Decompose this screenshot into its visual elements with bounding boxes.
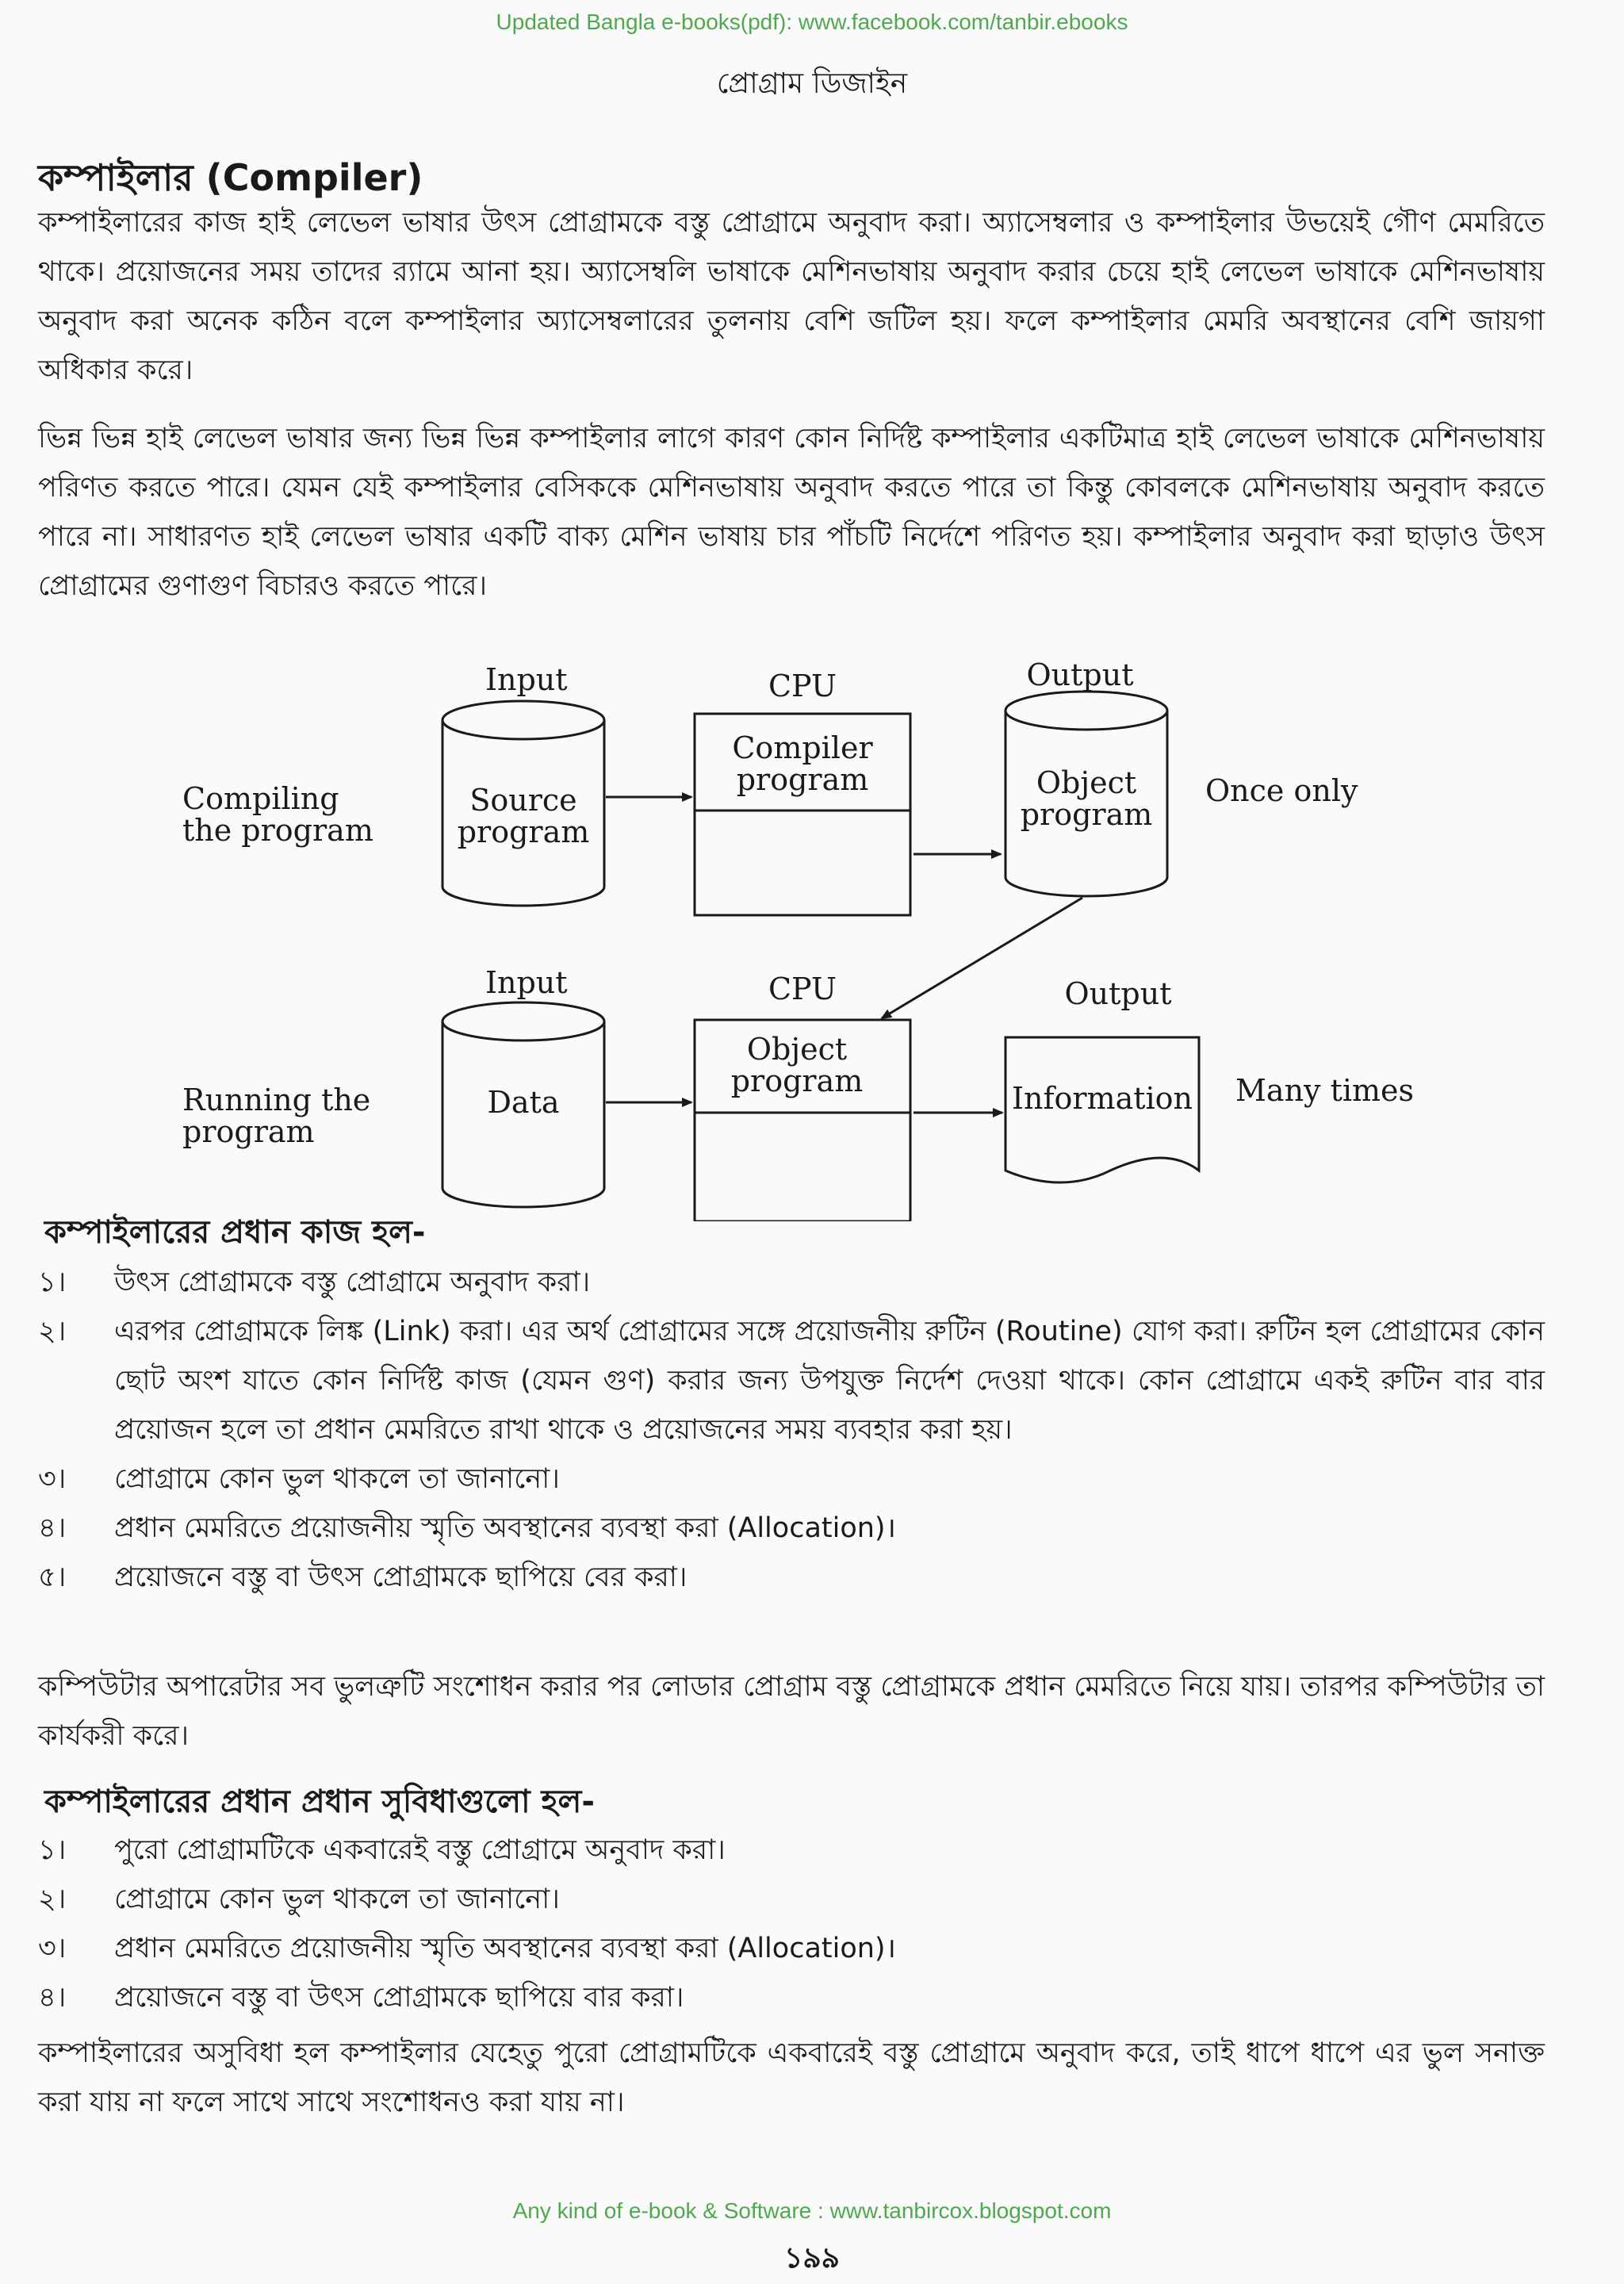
advantages-heading: কম্পাইলারের প্রধান প্রধান সুবিধাগুলো হল- [44,1784,595,1820]
object-label-2: program [1020,797,1153,832]
list-item: ৪। প্রধান মেমরিতে প্রয়োজনীয় স্মৃতি অবস্থানের ব্যবস্থা করা (Allocation)। [38,1512,896,1544]
source-label-2: program [457,814,590,849]
loader-paragraph: কম্পিউটার অপারেটার সব ভুলত্রুটি সংশোধন করার পর লোডার প্রোগ্রাম বস্তু প্রোগ্রামকে প্রধান মেমরিতে নিয়ে যায়। তারপর কম্পিউটার তা কার্যকরী করে। [38,1671,1545,1752]
run-row-label-1: Running the [182,1083,371,1117]
compile-input-label: Input [485,662,568,697]
functions-list [38,1258,1545,1602]
compile-cpu-label: CPU [768,669,837,703]
paragraph-1: কম্পাইলারের কাজ হাই লেভেল ভাষার উৎস প্রোগ্রামকে বস্তু প্রোগ্রামে অনুবাদ করা। অ্যাসেম্বলার ও কম্পাইলার উভয়েই গৌণ মেমরিতে থাকে। প্রয়োজনের সময় তাদের র‍্যামে আনা হয়। অ্যাসেম্বলি ভাষাকে মেশিনভাষায় অনুবাদ করার চেয়ে হাই লেভেল ভাষাকে মেশিনভাষায় অনুবাদ করা অনেক কঠিন বলে কম্পাইলার অ্যাসেম্বলারের তুলনায় বেশি জটিল হয়। ফলে কম্পাইলার মেমরি অবস্থানের বেশি জায়গা অধিকার করে। [38,207,1545,386]
compiler-label-2: program [736,762,869,797]
list-item: ৩। প্রোগ্রামে কোন ভুল থাকলে তা জানানো। [38,1463,560,1495]
compiler-label-1: Compiler [732,730,873,765]
many-times-note: Many times [1235,1073,1415,1108]
run-output-label: Output [1064,976,1172,1011]
list-item: ৩। প্রধান মেমরিতে প্রয়োজনীয় স্মৃতি অবস্থানের ব্যবস্থা করা (Allocation)। [38,1933,896,1964]
list-item: ৪। প্রয়োজনে বস্তু বা উৎস প্রোগ্রামকে ছাপিয়ে বার করা। [38,1982,684,2014]
run-object-label-1: Object [746,1032,848,1067]
list-item: ২। এরপর প্রোগ্রামকে লিঙ্ক (Link) করা। এর অর্থ প্রোগ্রামের সঙ্গে প্রয়োজনীয় রুটিন (Routine) যোগ করা। রুটিন হল প্রোগ্রামের কোন ছোট অংশ যাতে কোন নির্দিষ্ট কাজ (যেমন গুণ) করার জন্য উপযুক্ত নির্দেশ দেওয়া থাকে। কোন প্রোগ্রামে একই রুটিন বার বার প্রয়োজন হলে তা প্রধান মেমরিতে রাখা থাকে ও প্রয়োজনের সময় ব্যবহার করা হয়। [38,1316,1545,1446]
functions-heading: কম্পাইলারের প্রধান কাজ হল- [44,1214,426,1251]
run-object-label-2: program [730,1063,864,1098]
advantages-list [38,1826,1545,2022]
list-item: ২। প্রোগ্রামে কোন ভুল থাকলে তা জানানো। [38,1884,560,1915]
data-label: Data [487,1085,560,1120]
disadvantage-paragraph: কম্পাইলারের অসুবিধা হল কম্পাইলার যেহেতু পুরো প্রোগ্রামটিকে একবারেই বস্তু প্রোগ্রামে অনুবাদ করে, তাই ধাপে ধাপে এর ভুল সনাক্ত করা যায় না ফলে সাথে সাথে সংশোধনও করা যায় না। [38,2037,1545,2118]
list-item: ৫। প্রয়োজনে বস্তু বা উৎস প্রোগ্রামকে ছাপিয়ে বের করা। [38,1562,688,1593]
compile-row-label-2: the program [182,813,373,848]
watermark-top: Updated Bangla e-books(pdf): www.facebook.com/tanbir.ebooks [496,10,1128,34]
run-row-label-2: program [182,1114,315,1149]
compiler-diagram [0,634,1624,1221]
watermark-bottom: Any kind of e-book & Software : www.tanbircox.blogspot.com [512,2198,1112,2223]
paragraph-2: ভিন্ন ভিন্ন হাই লেভেল ভাষার জন্য ভিন্ন ভিন্ন কম্পাইলার লাগে কারণ কোন নির্দিষ্ট কম্পাইলার একটিমাত্র হাই লেভেল ভাষাকে মেশিনভাষায় পরিণত করতে পারে। যেমন যেই কম্পাইলার বেসিককে মেশিনভাষায় অনুবাদ করতে পারে তা কিন্তু কোবলকে মেশিনভাষায় অনুবাদ করতে পারে না। সাধারণত হাই লেভেল ভাষার একটি বাক্য মেশিন ভাষায় চার পাঁচটি নির্দেশে পরিণত হয়। কম্পাইলার অনুবাদ করা ছাড়াও উৎস প্রোগ্রামের গুণাগুণ বিচারও করতে পারে। [38,423,1545,602]
object-label-1: Object [1036,765,1137,800]
page-number: ১৯৯ [783,2242,841,2274]
information-label: Information [1011,1081,1193,1116]
compile-output-label: Output [1026,657,1134,692]
once-only-note: Once only [1205,773,1358,808]
compile-row-label-1: Compiling [182,781,339,816]
run-cpu-label: CPU [768,971,837,1006]
run-input-label: Input [485,965,568,1000]
arrow-object-to-run-cpu [882,898,1082,1018]
list-item: ১। উৎস প্রোগ্রামকে বস্তু প্রোগ্রামে অনুবাদ করা। [38,1267,591,1298]
running-head: প্রোগ্রাম ডিজাইন [716,67,908,100]
source-label-1: Source [469,783,577,818]
section-title: কম্পাইলার (Compiler) [38,156,423,199]
list-item: ১। পুরো প্রোগ্রামটিকে একবারেই বস্তু প্রোগ্রামে অনুবাদ করা। [38,1834,726,1866]
